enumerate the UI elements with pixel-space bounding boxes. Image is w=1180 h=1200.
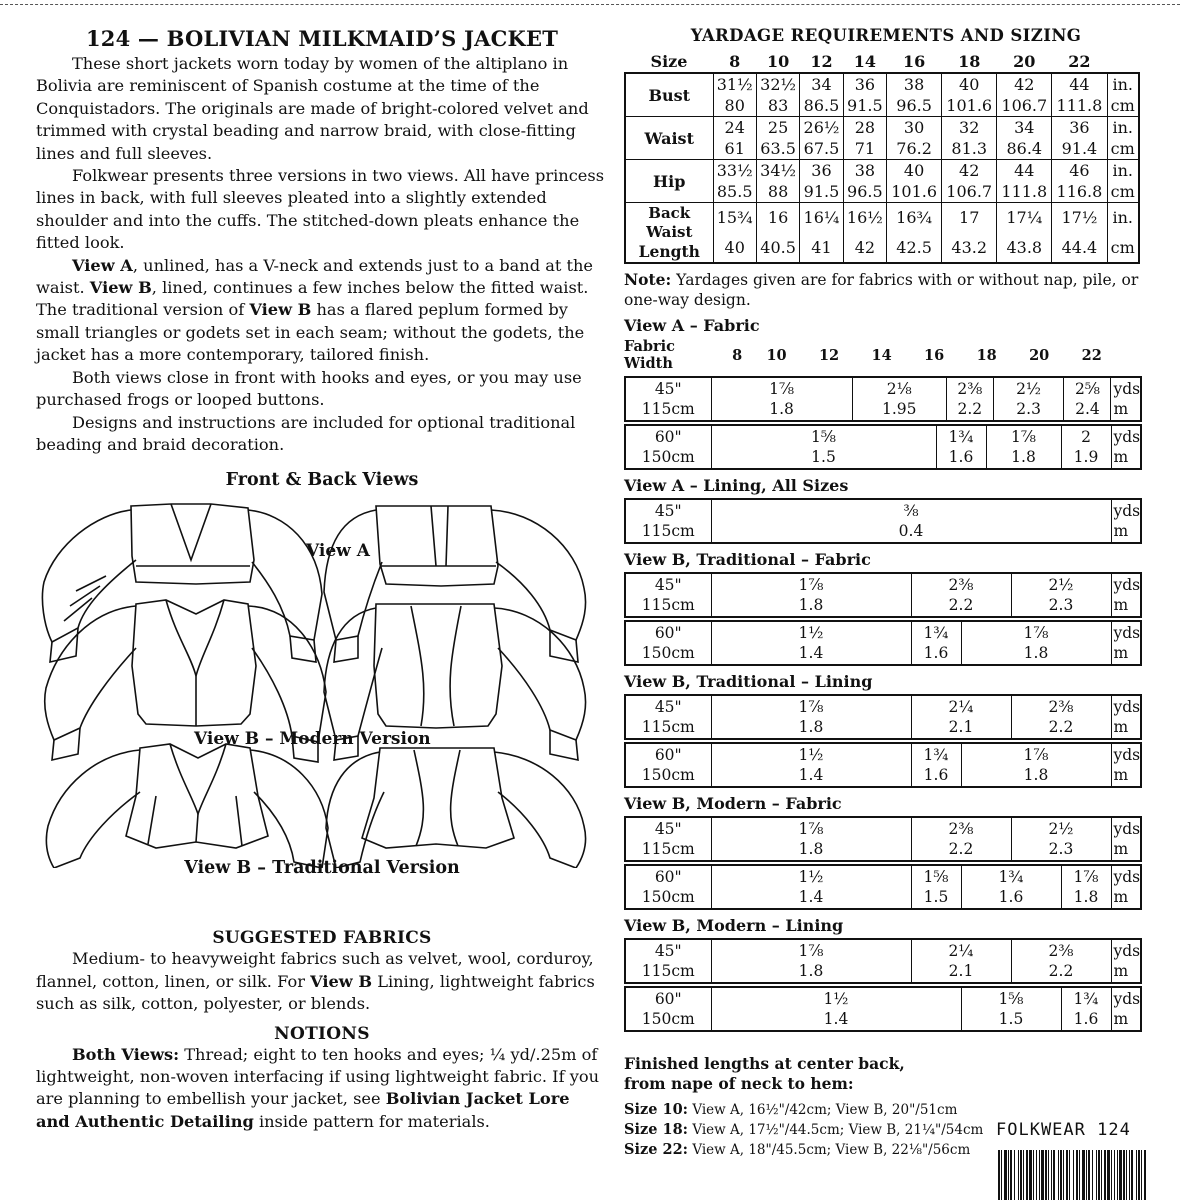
yardage-cell: 1¾ 1.6 [936, 425, 986, 469]
yardage-title: YARDAGE REQUIREMENTS AND SIZING [690, 26, 1082, 45]
inch-value: 38 [887, 73, 942, 95]
table-a-lining-45 [624, 498, 1148, 544]
barcode-bar [1039, 1150, 1040, 1200]
section-bm-fabric: View B, Modern – Fabric [624, 794, 842, 813]
inch-value: 44 [1052, 73, 1107, 95]
brand-label: FOLKWEAR 124 [996, 1120, 1131, 1140]
barcode-icon [998, 1150, 1148, 1200]
view-b-traditional-back-sketch [326, 748, 586, 868]
unit-in: in. [1107, 117, 1139, 139]
inch-value: 25 [756, 117, 799, 139]
yardage-units: yds m [1111, 865, 1141, 909]
yardage-cell: 1⅞ 1.8 [711, 377, 852, 421]
table-bm-lining-60 [624, 986, 1148, 1032]
view-b-traditional-front-sketch [46, 744, 328, 868]
cm-value: 76.2 [887, 138, 942, 160]
yardage-units: yds m [1111, 743, 1141, 787]
inch-value: 34½ [756, 160, 799, 182]
yardage-units: yds m [1111, 377, 1141, 421]
yardage-table [624, 986, 1142, 1032]
yardage-cell: 2½ 2.3 [1011, 573, 1111, 617]
inch-value: 46 [1052, 160, 1107, 182]
unit-in: in. [1107, 73, 1139, 95]
measurement-row-bust [625, 73, 1139, 95]
yardage-cell: 1⅝ 1.5 [711, 425, 936, 469]
inch-value: 33½ [713, 160, 756, 182]
cm-value: 44.4 [1052, 232, 1107, 263]
barcode-bar [1045, 1150, 1047, 1200]
fabric-width-label: 60" 150cm [641, 746, 695, 784]
yardage-cell: 1⅝ 1.5 [911, 865, 961, 909]
barcode-bar [1018, 1150, 1019, 1200]
cm-value: 116.8 [1052, 181, 1107, 203]
cm-value: 71 [843, 138, 886, 160]
fabric-width-label: 45" 115cm [641, 942, 695, 980]
inch-value: 36 [1052, 117, 1107, 139]
inch-value: 16 [756, 203, 799, 233]
yardage-table [624, 938, 1142, 984]
unit-cm: cm [1107, 232, 1139, 263]
inch-value: 38 [843, 160, 886, 182]
inch-value: 36 [843, 73, 886, 95]
measurement-row-waist [625, 117, 1139, 139]
cm-value: 42.5 [887, 232, 942, 263]
barcode-bar [1082, 1150, 1085, 1200]
views-heading: Front & Back Views [225, 470, 419, 491]
yardage-cell: 1⅞ 1.8 [986, 425, 1061, 469]
inch-value: 42 [942, 160, 997, 182]
table-bt-lining-45 [624, 694, 1148, 740]
fabric-width-label: 60" 150cm [641, 624, 695, 662]
measurement-rows [625, 73, 1139, 263]
yardage-units: yds m [1111, 621, 1141, 665]
barcode-bar [1023, 1150, 1024, 1200]
inch-value: 17½ [1052, 203, 1107, 233]
top-dashed-rule [0, 4, 1180, 5]
yardage-cell: 2½ 2.3 [993, 377, 1064, 421]
barcode-bar [1060, 1150, 1062, 1200]
barcode-bar [1123, 1150, 1125, 1200]
pattern-title: 124 — BOLIVIAN MILKMAID’S JACKET [85, 26, 559, 51]
barcode-bar [1111, 1150, 1112, 1200]
cm-value: 63.5 [756, 138, 799, 160]
inch-value: 42 [997, 73, 1052, 95]
cm-value: 41 [800, 232, 843, 263]
unit-cm: cm [1107, 95, 1139, 117]
yardage-units: yds m [1111, 939, 1141, 983]
barcode-bar [1008, 1150, 1009, 1200]
cm-value: 43.8 [997, 232, 1052, 263]
cm-value: 42 [843, 232, 886, 263]
fabric-width-label: 45" 115cm [641, 820, 695, 858]
yardage-cell: 1½ 1.4 [711, 987, 961, 1031]
inch-value: 17 [942, 203, 997, 233]
inch-value: 32 [942, 117, 997, 139]
yardage-cell: 2¼ 2.1 [911, 695, 1011, 739]
cm-value: 40.5 [756, 232, 799, 263]
view-a-front-sketch [42, 504, 322, 662]
paragraph-3: View A, unlined, has a V-neck and extends just to a band at the waist. View B, lined, continues a few inches below the fitted waist. The traditional version of View B has a flared peplum formed by small triangles or godets set in each seam; without the godets, the jacket has a more contemporary, tailored finish. [36, 255, 594, 365]
yardage-cell: 1½ 1.4 [711, 621, 911, 665]
fabric-width-label: 60" 150cm [641, 868, 695, 906]
yardage-cell: 2¼ 2.1 [911, 939, 1011, 983]
yardage-cell: 1⅞ 1.8 [961, 743, 1111, 787]
finished-size-18: Size 18: View A, 17½"/44.5cm; View B, 21¼"/54cm [624, 1121, 984, 1138]
yardage-units: yds m [1111, 573, 1141, 617]
cm-value: 86.4 [997, 138, 1052, 160]
fabric-width-label: 60" 150cm [641, 990, 695, 1028]
unit-cm: cm [1107, 138, 1139, 160]
finished-size-10: Size 10: View A, 16½"/42cm; View B, 20"/51cm [624, 1101, 958, 1118]
barcode-bar [1096, 1150, 1097, 1200]
inch-value: 34 [997, 117, 1052, 139]
yardage-table [624, 816, 1142, 862]
finished-size-22: Size 22: View A, 18"/45.5cm; View B, 22⅛"/56cm [624, 1141, 971, 1158]
description-column [36, 26, 608, 1133]
cm-value: 106.7 [942, 181, 997, 203]
yardage-cell: 2⅜ 2.2 [911, 573, 1011, 617]
cm-value: 43.2 [942, 232, 997, 263]
paragraph-2: Folkwear presents three versions in two views. All have princess lines in back, with full sleeves pleated into a slightly extended shoulder and into the cuffs. The stitched-down pleats enhance the fitted look. [36, 166, 604, 253]
cm-value: 106.7 [997, 95, 1052, 117]
table-bt-fabric-60 [624, 620, 1148, 666]
size-label: Size [650, 52, 688, 71]
section-bm-lining: View B, Modern – Lining [624, 916, 844, 935]
table-a-fabric-60 [624, 424, 1148, 470]
yardage-note: Note: Yardages given are for fabrics with or without nap, pile, or one-way design. [624, 270, 1139, 309]
inch-value: 44 [997, 160, 1052, 182]
yardage-cell: 1⅞ 1.8 [711, 939, 911, 983]
barcode-bar [1048, 1150, 1049, 1200]
finished-lengths-heading: Finished lengths at center back, from nape of neck to hem: [624, 1054, 905, 1093]
barcode-bar [1086, 1150, 1087, 1200]
barcode-bar [1114, 1150, 1115, 1200]
measurement-label: Bust [625, 73, 713, 117]
unit-in: in. [1107, 203, 1139, 233]
yardage-cell: 2⅜ 2.2 [1011, 939, 1111, 983]
fabric-width-label: 45" 115cm [641, 502, 695, 540]
sizing-table [624, 51, 1140, 264]
barcode-bar [998, 1150, 1000, 1200]
barcode-bar [1088, 1150, 1090, 1200]
view-a-label: View A [306, 541, 370, 562]
inch-value: 32½ [756, 73, 799, 95]
section-bt-fabric: View B, Traditional – Fabric [624, 550, 871, 569]
size-header-row: Size 8 10 12 14 16 18 20 22 [625, 51, 1139, 73]
yardage-cell: 2⅛ 1.95 [852, 377, 946, 421]
barcode-bar [1076, 1150, 1078, 1200]
barcode-bar [1033, 1150, 1034, 1200]
inch-value: 31½ [713, 73, 756, 95]
paragraph-4: Both views close in front with hooks and eyes, or you may use purchased frogs or looped buttons. [36, 367, 582, 410]
notions-text: Both Views: Thread; eight to ten hooks and eyes; ¼ yd/.25m of lightweight, non-woven interfacing if using lightweight fabric. If you are planning to embellish your jacket, see Bolivian Jacket Lore and Authentic Detailing inside pattern for materials. [36, 1044, 600, 1131]
barcode-bar [1004, 1150, 1007, 1200]
cm-value: 91.5 [843, 95, 886, 117]
yardage-cell: 2⅜ 2.2 [1011, 695, 1111, 739]
yardage-cell: 2⅜ 2.2 [946, 377, 993, 421]
barcode-bar [1079, 1150, 1080, 1200]
table-bm-fabric-45 [624, 816, 1148, 862]
cm-value: 111.8 [1052, 95, 1107, 117]
suggested-fabrics-heading: SUGGESTED FABRICS [212, 928, 432, 949]
fabric-width-label: 45" 115cm [641, 698, 695, 736]
yardage-cell: 1¾ 1.6 [911, 621, 961, 665]
yardage-units: yds m [1111, 425, 1141, 469]
cm-value: 101.6 [887, 181, 942, 203]
barcode-bar [1020, 1150, 1022, 1200]
cm-value: 96.5 [843, 181, 886, 203]
barcode-bar [1014, 1150, 1015, 1200]
notions-heading: NOTIONS [274, 1023, 370, 1044]
fabric-width-label: 45" 115cm [641, 380, 695, 418]
cm-value: 40 [713, 232, 756, 263]
barcode-bar [1131, 1150, 1133, 1200]
cm-value: 91.4 [1052, 138, 1107, 160]
barcode-bar [1066, 1150, 1068, 1200]
barcode-bar [1026, 1150, 1028, 1200]
yardage-units: yds m [1111, 695, 1141, 739]
yardage-cell: 1½ 1.4 [711, 865, 911, 909]
yardage-table [624, 742, 1142, 788]
inch-value: 16¾ [887, 203, 942, 233]
barcode-bar [1041, 1150, 1044, 1200]
cm-value: 88 [756, 181, 799, 203]
cm-value: 85.5 [713, 181, 756, 203]
yardage-cell: 1⅞ 1.8 [711, 695, 911, 739]
barcode-bar [1058, 1150, 1059, 1200]
barcode-bar [1117, 1150, 1118, 1200]
barcode-bar [1144, 1150, 1146, 1200]
yardage-table [624, 498, 1142, 544]
unit-cm: cm [1107, 181, 1139, 203]
yardage-cell: 2 1.9 [1061, 425, 1111, 469]
inch-value: 24 [713, 117, 756, 139]
cm-value: 101.6 [942, 95, 997, 117]
yardage-cell: 1⅝ 1.5 [961, 987, 1061, 1031]
yardage-cell: 1¾ 1.6 [911, 743, 961, 787]
paragraph-1: These short jackets worn today by women of the altiplano in Bolivia are reminiscent of Spanish costume at the time of the Conquistadors. The originals are made of bright-colored velvet and trimmed with crystal beading and narrow braid, with close-fitting lines and full sleeves. [36, 54, 589, 163]
measurement-row-back-waist [625, 203, 1139, 233]
table-bt-fabric-45 [624, 572, 1148, 618]
barcode-bar [1129, 1150, 1130, 1200]
inch-value: 40 [942, 73, 997, 95]
inch-value: 40 [887, 160, 942, 182]
barcode-bar [1073, 1150, 1074, 1200]
measurement-row-hip [625, 160, 1139, 182]
yardage-table [624, 864, 1142, 910]
yardage-table [624, 572, 1142, 618]
barcode-bar [1029, 1150, 1032, 1200]
yardage-cell: 1⅞ 1.8 [961, 621, 1111, 665]
cm-value: 111.8 [997, 181, 1052, 203]
yardage-table [624, 424, 1142, 470]
inch-value: 16½ [843, 203, 886, 233]
section-bt-lining: View B, Traditional – Lining [624, 672, 873, 691]
table-bt-lining-60 [624, 742, 1148, 788]
measurement-label: Waist [625, 117, 713, 160]
yardage-cell: 2⅝ 2.4 [1064, 377, 1111, 421]
yardage-column [624, 26, 1148, 1160]
measurement-label: Back Waist Length [625, 203, 713, 264]
inch-value: 26½ [800, 117, 843, 139]
barcode-bar [1101, 1150, 1102, 1200]
yardage-cell: 1¾ 1.6 [1061, 987, 1111, 1031]
yardage-cell: ⅜ 0.4 [711, 499, 1111, 543]
cm-value: 61 [713, 138, 756, 160]
barcode-bar [1138, 1150, 1140, 1200]
yardage-cell: 1⅞ 1.8 [1061, 865, 1111, 909]
cm-value: 91.5 [800, 181, 843, 203]
yardage-table [624, 620, 1142, 666]
cm-value: 83 [756, 95, 799, 117]
yardage-units: yds m [1111, 817, 1141, 861]
barcode-bar [1036, 1150, 1037, 1200]
fabric-width-label: 45" 115cm [641, 576, 695, 614]
yardage-units: yds m [1111, 987, 1141, 1031]
barcode-bar [1104, 1150, 1106, 1200]
measurement-label: Hip [625, 160, 713, 203]
section-a-fabric: View A – Fabric [624, 316, 760, 335]
inch-value: 17¼ [997, 203, 1052, 233]
barcode-bar [1119, 1150, 1122, 1200]
view-b-modern-label: View B – Modern Version [194, 729, 431, 750]
inch-value: 36 [800, 160, 843, 182]
inch-value: 15¾ [713, 203, 756, 233]
barcode-bar [1092, 1150, 1093, 1200]
description-text [36, 53, 608, 456]
barcode-bar [1051, 1150, 1052, 1200]
barcode-bar [1136, 1150, 1137, 1200]
barcode-bar [1001, 1150, 1002, 1200]
yardage-cell: 1⅞ 1.8 [711, 573, 911, 617]
barcode-bar [1063, 1150, 1064, 1200]
yardage-cell: 2½ 2.3 [1011, 817, 1111, 861]
cm-value: 80 [713, 95, 756, 117]
inch-value: 16¼ [800, 203, 843, 233]
yardage-cell: 1⅞ 1.8 [711, 817, 911, 861]
paragraph-5: Designs and instructions are included for optional traditional beading and braid decoration. [36, 412, 576, 454]
fabric-width-label: 60" 150cm [641, 428, 695, 466]
table-bm-fabric-60 [624, 864, 1148, 910]
jacket-sketches [36, 496, 608, 868]
barcode-bar [1141, 1150, 1142, 1200]
yardage-units: yds m [1111, 499, 1141, 543]
cm-value: 81.3 [942, 138, 997, 160]
inch-value: 34 [800, 73, 843, 95]
section-a-lining: View A – Lining, All Sizes [624, 476, 849, 495]
table-bm-lining-45 [624, 938, 1148, 984]
barcode-bar [1107, 1150, 1110, 1200]
cm-value: 67.5 [800, 138, 843, 160]
table-a-fabric-45 [624, 376, 1148, 422]
yardage-table [624, 376, 1142, 422]
barcode-bar [1010, 1150, 1012, 1200]
yardage-cell: 1½ 1.4 [711, 743, 911, 787]
cm-value: 86.5 [800, 95, 843, 117]
barcode-bar [1069, 1150, 1070, 1200]
barcode-bar [1126, 1150, 1127, 1200]
suggested-fabrics-text: Medium- to heavyweight fabrics such as velvet, wool, corduroy, flannel, cotton, linen, or silk. For View B Lining, lightweight fabrics such as silk, cotton, polyester, or blends. [36, 949, 595, 1014]
yardage-cell: 1¾ 1.6 [961, 865, 1061, 909]
cm-value: 96.5 [887, 95, 942, 117]
barcode-bar [1053, 1150, 1055, 1200]
inch-value: 28 [843, 117, 886, 139]
yardage-cell: 2⅜ 2.2 [911, 817, 1011, 861]
inch-value: 30 [887, 117, 942, 139]
barcode-bar [1098, 1150, 1100, 1200]
fabric-width-header: Fabric Width 8 10 12 14 16 18 20 22 [624, 338, 1102, 372]
unit-in: in. [1107, 160, 1139, 182]
yardage-table [624, 694, 1142, 740]
view-b-traditional-label: View B – Traditional Version [184, 858, 460, 879]
